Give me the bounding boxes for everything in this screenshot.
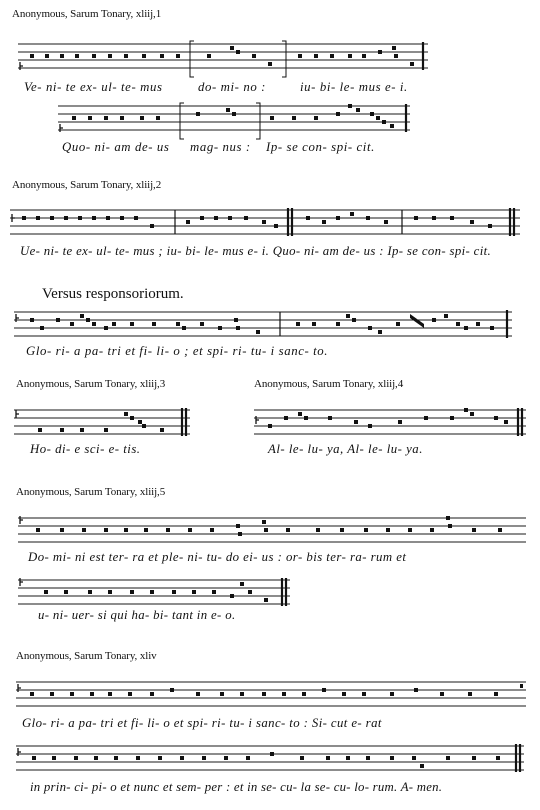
staff-5 bbox=[250, 406, 540, 446]
staff-8 bbox=[0, 678, 540, 718]
lyrics-10: in prin- ci- pi- o et nunc et sem- per : et in se- cu- la se- cu- lo- rum. A- men. bbox=[30, 780, 443, 794]
staff-3 bbox=[0, 308, 540, 348]
lyrics-3: Ue- ni- te ex- ul- te- mus ; iu- bi- le- mus e- i. Quo- ni- am de- us : Ip- se con- spi- cit. bbox=[20, 244, 492, 258]
neumes-4 bbox=[38, 412, 164, 432]
caption-sarum-xliij-5: Anonymous, Sarum Tonary, xliij,5 bbox=[16, 486, 166, 498]
staff-9 bbox=[0, 742, 540, 782]
staff-1b bbox=[0, 102, 540, 142]
caption-sarum-xliij-3: Anonymous, Sarum Tonary, xliij,3 bbox=[16, 378, 166, 390]
neumes-1b bbox=[72, 104, 394, 128]
lyrics-9: Glo- ri- a pa- tri et fi- li- o et spi- ri- tu- i sanc- to : Si- cut e- rat bbox=[22, 716, 382, 730]
lyrics-1c: iu- bi- le- mus e- i. bbox=[300, 80, 408, 94]
caption-sarum-xliij-1: Anonymous, Sarum Tonary, xliij,1 bbox=[12, 8, 162, 20]
lyrics-7: Do- mi- ni est ter- ra et ple- ni- tu- do ei- us : or- bis ter- ra- rum et bbox=[28, 550, 407, 564]
lyrics-2a: Quo- ni- am de- us bbox=[62, 140, 170, 154]
neumes-3 bbox=[30, 314, 494, 334]
heading-versus-responsoriorum: Versus responsoriorum. bbox=[42, 286, 184, 302]
staff-1a bbox=[0, 40, 540, 80]
caption-sarum-xliij-2: Anonymous, Sarum Tonary, xliij,2 bbox=[12, 179, 162, 191]
lyrics-2c: Ip- se con- spi- cit. bbox=[266, 140, 375, 154]
lyrics-4: Glo- ri- a pa- tri et fi- li- o ; et spi- ri- tu- i sanc- to. bbox=[26, 344, 329, 358]
staff-6 bbox=[0, 514, 540, 554]
neumes-1a bbox=[30, 46, 414, 66]
lyrics-8: u- ni- uer- si qui ha- bi- tant in e- o. bbox=[38, 608, 236, 622]
lyrics-2b: mag- nus : bbox=[190, 140, 251, 154]
caption-sarum-xliv: Anonymous, Sarum Tonary, xliv bbox=[16, 650, 157, 662]
staff-2 bbox=[0, 206, 540, 246]
lyrics-1b: do- mi- no : bbox=[198, 80, 266, 94]
lyrics-1a: Ve- ni- te ex- ul- te- mus bbox=[24, 80, 163, 94]
neumes-7 bbox=[44, 582, 268, 602]
staff-4 bbox=[0, 406, 200, 446]
lyrics-6: Al- le- lu- ya, Al- le- lu- ya. bbox=[268, 442, 423, 456]
c-clef-icon bbox=[20, 62, 23, 70]
caption-sarum-xliij-4: Anonymous, Sarum Tonary, xliij,4 bbox=[254, 378, 404, 390]
lyrics-5: Ho- di- e sci- e- tis. bbox=[30, 442, 141, 456]
